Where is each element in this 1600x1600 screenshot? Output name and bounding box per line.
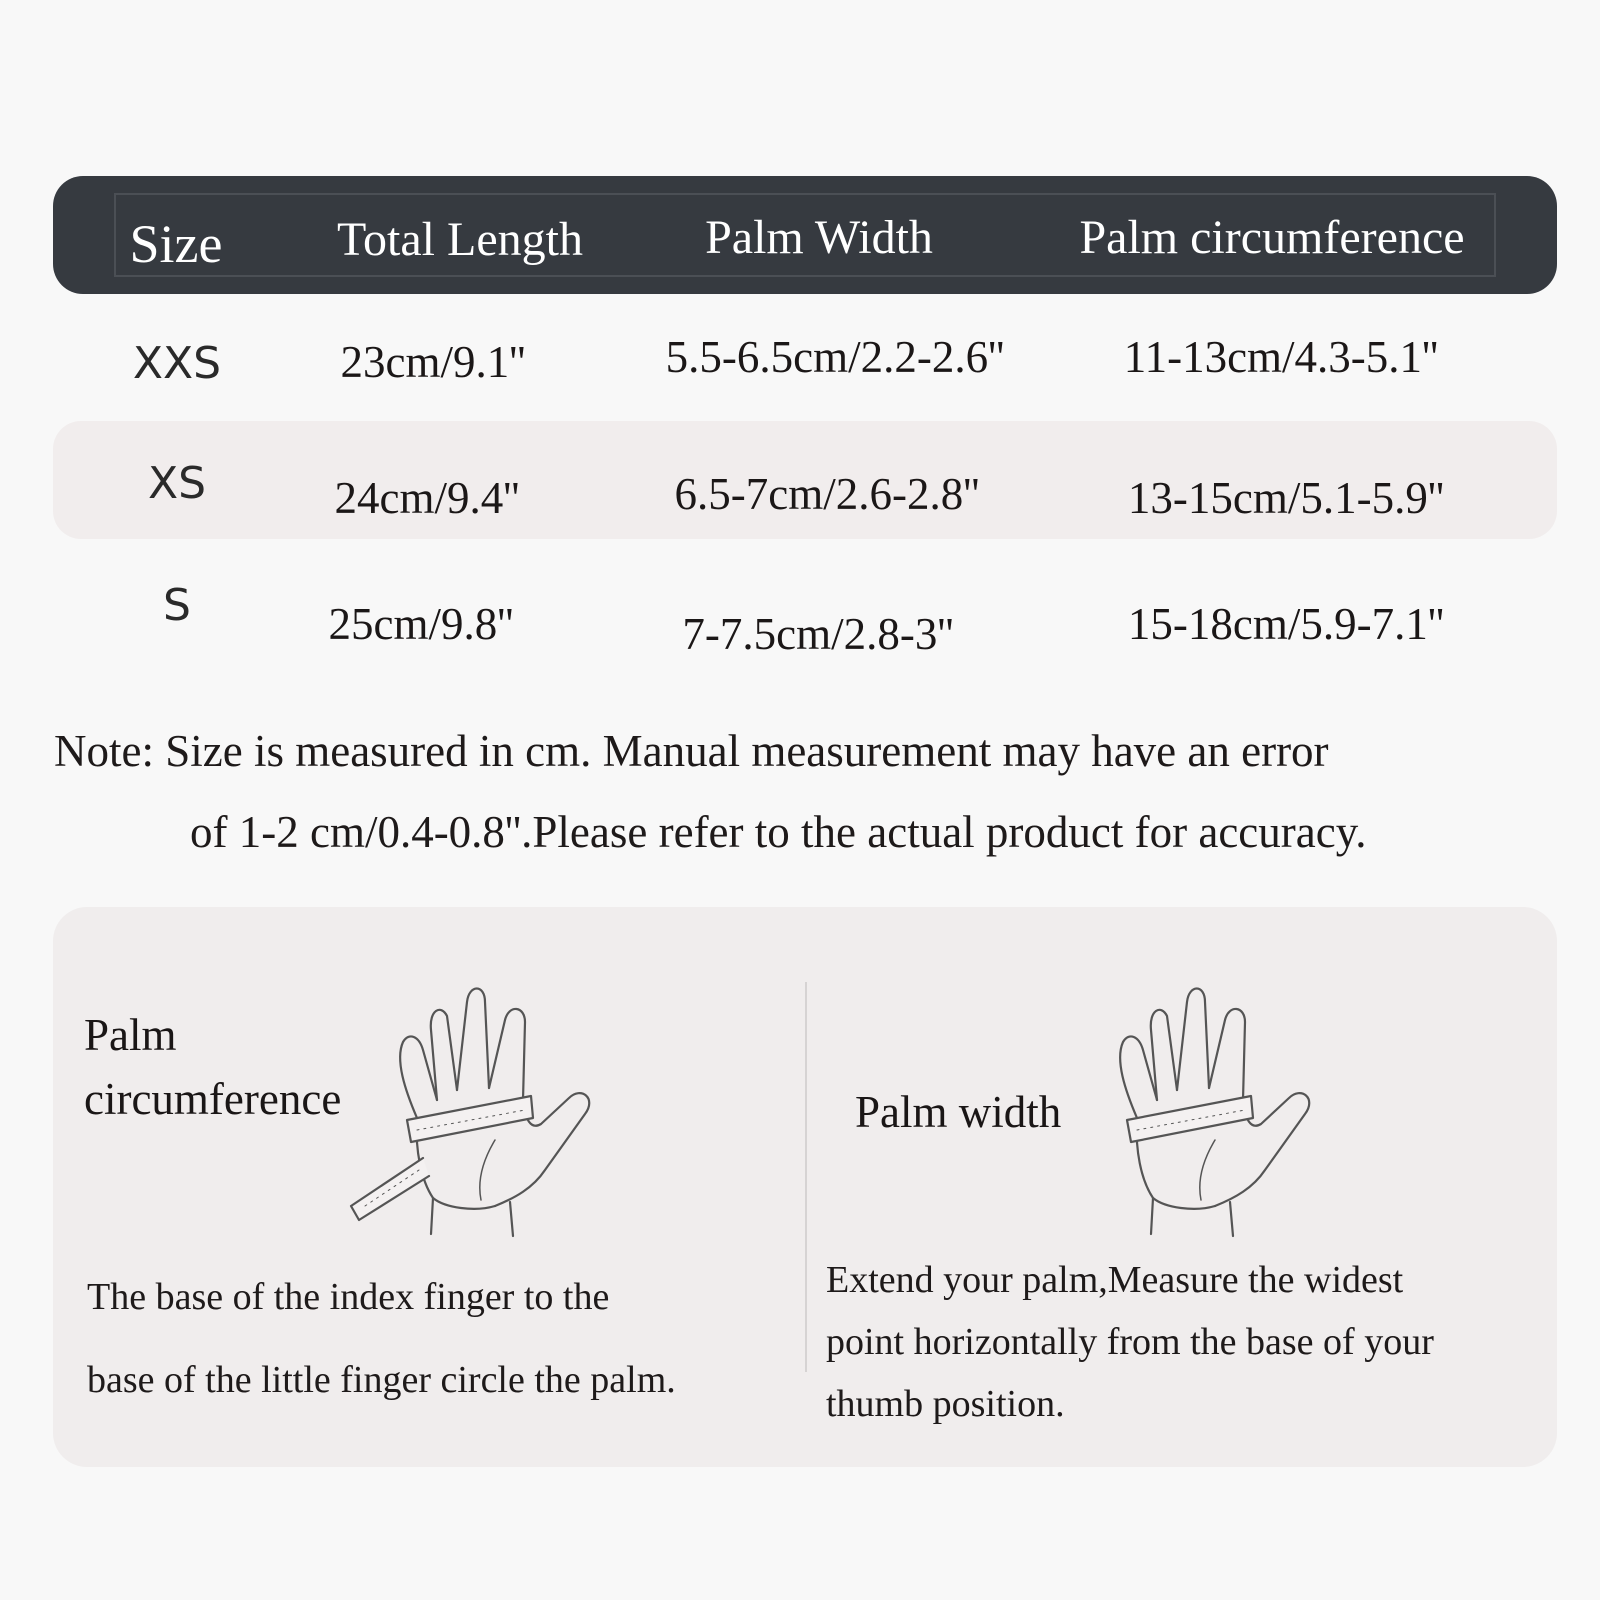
palm-width-desc-3: thumb position. — [826, 1383, 1065, 1425]
hand-tape-width-icon — [1065, 980, 1325, 1260]
palm-width-title: Palm width — [855, 1087, 1062, 1137]
header-total-length: Total Length — [337, 213, 583, 266]
hand-tape-circumference-icon — [345, 980, 605, 1260]
cell-total-length-xxs: 23cm/9.1'' — [340, 337, 526, 387]
header-palm-width: Palm Width — [705, 211, 933, 264]
header-palm-circumference: Palm circumference — [1079, 211, 1465, 264]
cell-size-s: S — [163, 580, 191, 631]
note-line-1: Note: Size is measured in cm. Manual measurement may have an error — [54, 726, 1329, 776]
palm-width-desc-1: Extend your palm,Measure the widest — [826, 1259, 1404, 1301]
cell-palm-width-xxs: 5.5-6.5cm/2.2-2.6'' — [665, 332, 1005, 382]
palm-circumference-desc-2: base of the little finger circle the palm. — [87, 1359, 676, 1401]
cell-total-length-xs: 24cm/9.4'' — [334, 473, 520, 523]
cell-size-xs: XS — [147, 458, 207, 509]
palm-circumference-title-1: Palm — [84, 1010, 177, 1060]
palm-circumference-title-2: circumference — [84, 1074, 342, 1124]
cell-total-length-s: 25cm/9.8'' — [328, 599, 514, 649]
cell-palm-width-xs: 6.5-7cm/2.6-2.8'' — [674, 469, 980, 519]
note-line-2: of 1-2 cm/0.4-0.8''.Please refer to the actual product for accuracy. — [190, 807, 1367, 857]
cell-palm-circ-s: 15-18cm/5.9-7.1'' — [1127, 599, 1445, 649]
cell-size-xxs: XXS — [132, 338, 222, 389]
cell-palm-circ-xs: 13-15cm/5.1-5.9'' — [1127, 473, 1445, 523]
panel-divider — [805, 982, 807, 1372]
header-size: Size — [129, 214, 223, 274]
palm-width-desc-2: point horizontally from the base of your — [826, 1321, 1434, 1363]
palm-circumference-desc-1: The base of the index finger to the — [87, 1276, 610, 1318]
cell-palm-width-s: 7-7.5cm/2.8-3'' — [682, 609, 954, 659]
cell-palm-circ-xxs: 11-13cm/4.3-5.1'' — [1123, 332, 1439, 382]
